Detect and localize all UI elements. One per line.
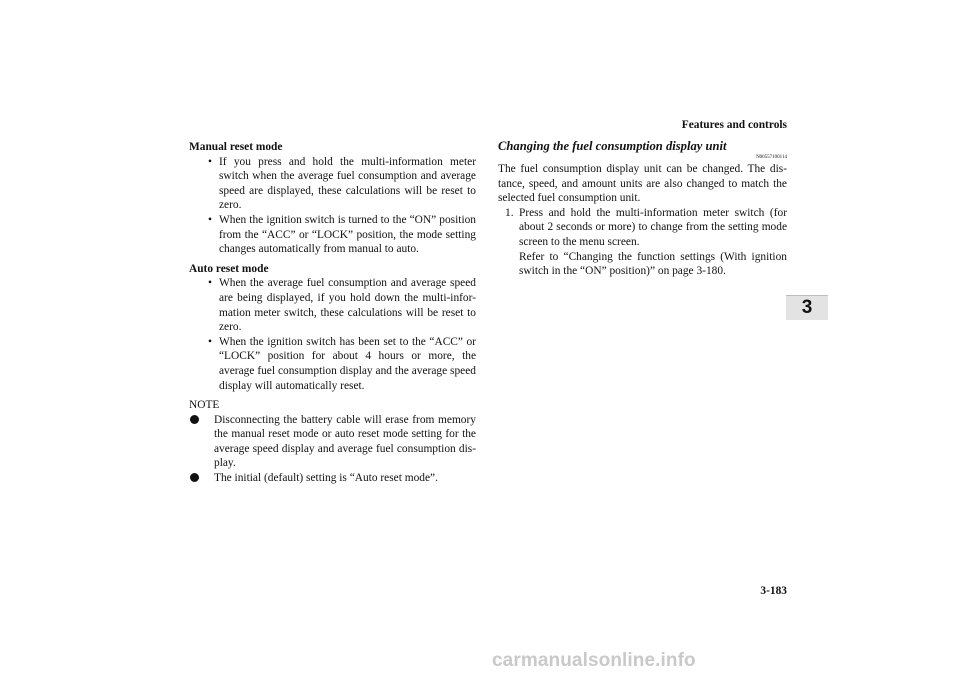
section-title: Changing the fuel consumption display unit <box>498 139 727 153</box>
section-code: N00557100114 <box>756 155 787 160</box>
filled-circle-icon <box>190 415 199 424</box>
body-paragraph: The fuel consumption display unit can be changed. The dis-tance, speed, and amount units are also changed to match the selected fuel consumption unit. <box>498 163 787 205</box>
bullet-marker: • <box>208 213 212 226</box>
left-column <box>189 140 476 486</box>
note-item <box>189 471 476 486</box>
auto-reset-section <box>189 262 476 393</box>
bullet-marker: • <box>208 335 212 348</box>
filled-circle-icon <box>190 473 199 482</box>
list-item <box>208 335 476 393</box>
note-item-text: Disconnecting the battery cable will erase from memory the manual reset mode or auto reset mode setting for the average speed display and average fuel consumption dis-play. <box>214 413 476 470</box>
running-header: Features and controls <box>681 119 787 131</box>
list-item <box>208 155 476 213</box>
bullet-marker: • <box>208 155 212 168</box>
note-label: NOTE <box>189 399 220 412</box>
note-item <box>189 413 476 471</box>
right-column <box>498 138 787 279</box>
auto-reset-heading: Auto reset mode <box>189 262 269 275</box>
list-item-text: If you press and hold the multi-information meter switch when the average fuel consumption and average speed are displayed, these calculations will be reset to zero. <box>219 155 476 212</box>
manual-reset-heading: Manual reset mode <box>189 141 283 153</box>
note-section <box>189 398 476 486</box>
step-text: Press and hold the multi-information meter switch (for about 2 seconds or more) to change from the setting mode screen to the menu screen. <box>519 206 787 248</box>
step-number: 1. <box>505 206 514 219</box>
watermark: carmanualsonline.info <box>492 650 696 671</box>
manual-reset-section <box>189 140 476 257</box>
list-item <box>208 213 476 257</box>
step-reference: Refer to “Changing the function settings (With ignition switch in the “ON” position)” on page 3-180. <box>519 250 787 278</box>
chapter-tab: 3 <box>786 295 828 320</box>
list-item <box>208 276 476 334</box>
list-item-text: When the ignition switch has been set to the “ACC” or “LOCK” position for about 4 hours or more, the average fuel consumption display and the average speed display will automatically reset. <box>219 335 476 392</box>
note-item-text: The initial (default) setting is “Auto reset mode”. <box>214 472 438 485</box>
page-number: 3-183 <box>760 585 787 597</box>
procedure-step <box>498 206 787 279</box>
list-item-text: When the average fuel consumption and average speed are being displayed, if you hold down the multi-infor-mation meter switch, these calculations will be reset to zero. <box>219 277 476 334</box>
list-item-text: When the ignition switch is turned to the “ON” position from the “ACC” or “LOCK” position, the mode setting changes automatically from manual to auto. <box>219 213 476 256</box>
bullet-marker: • <box>208 277 212 290</box>
